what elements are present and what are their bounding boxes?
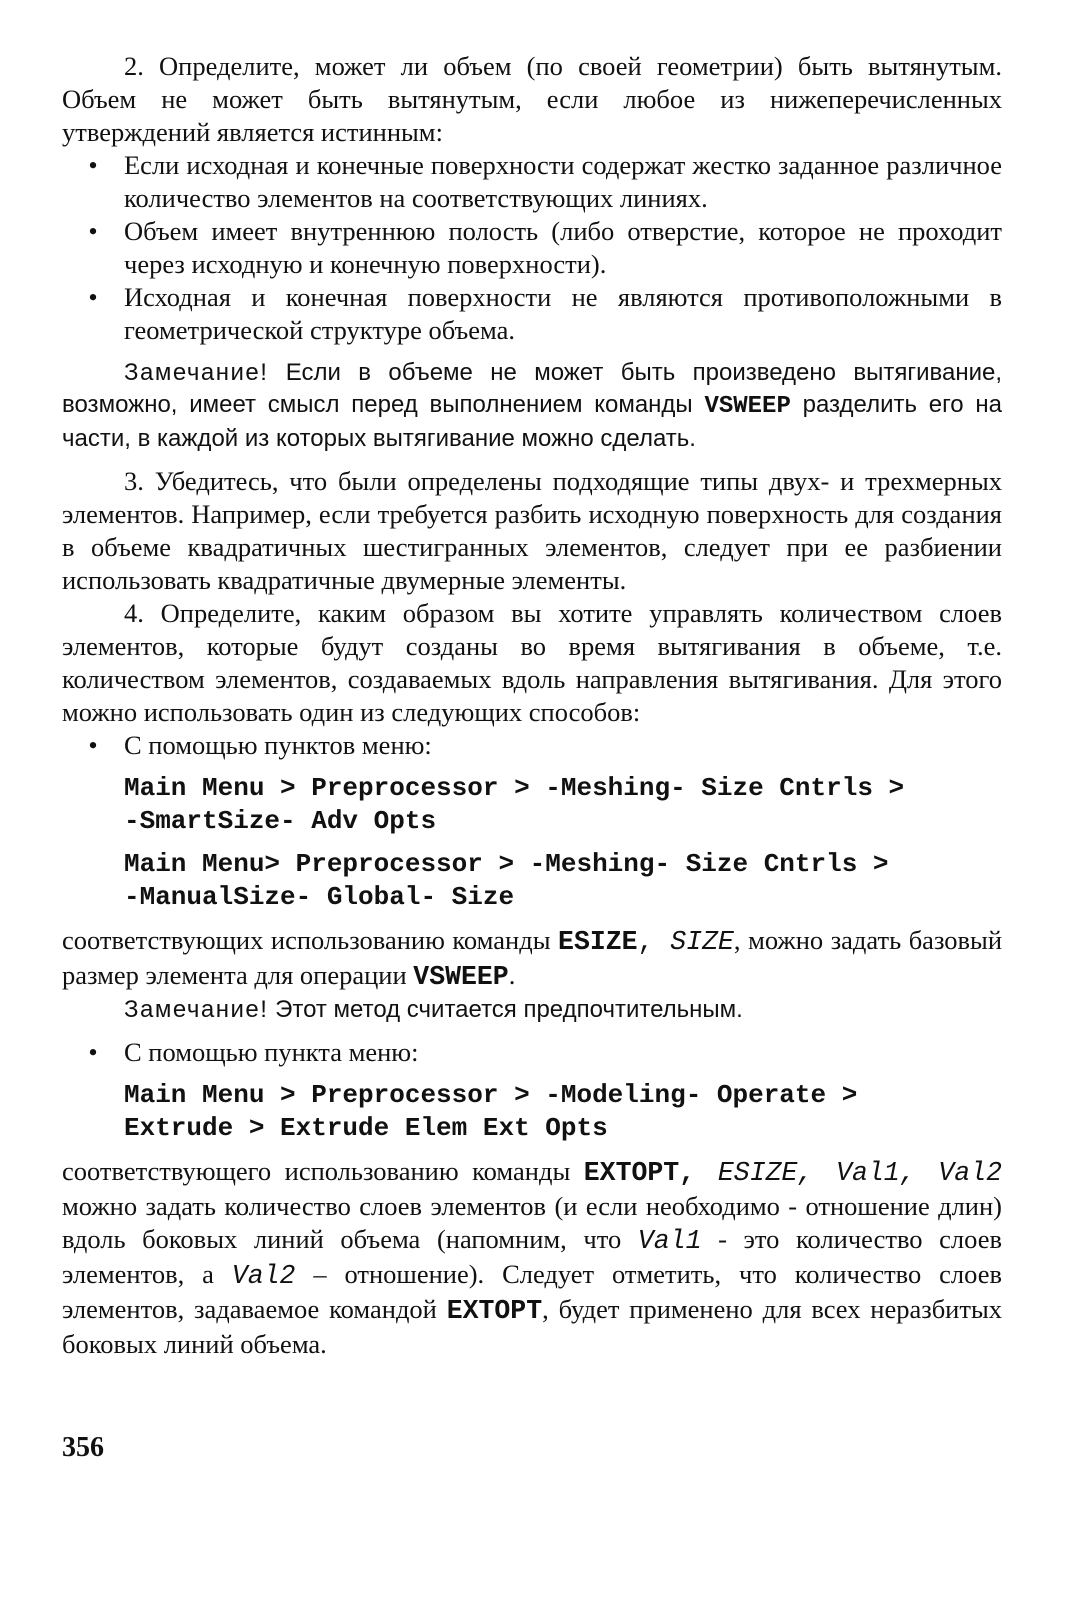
command-name: EXTOPT	[446, 1296, 543, 1326]
bullet-icon: •	[88, 216, 98, 246]
paragraph-extopt: соответствующего использованию команды EXTOPT, ESIZE, Val1, Val2 можно задать количество слоев элементов (и если необходимо - отношение длин) вдоль боковых линий объема (напомним, что Val1 - это количество слоев элементов, а Val2 – отношение). Следует отметить, что количество слоев элементов, задаваемое командой EXTOPT, будет применено для всех неразбитых боковых линий объема.	[62, 1156, 1003, 1359]
note-label: Замечание!	[124, 359, 269, 386]
bullet-icon: •	[88, 282, 98, 312]
paragraph-esize: соответствующих использованию команды ESIZE, SIZE, можно задать базовый размер элемента для операции VSWEEP.	[62, 925, 1003, 992]
list-item: • С помощью пунктов меню:	[62, 729, 1002, 762]
command-name: VSWEEP	[413, 962, 509, 992]
bullet-icon: •	[88, 1037, 98, 1067]
paragraph-4: 4. Определите, каким образом вы хотите управлять количеством слоев элементов, которые будут созданы во время вытягивания в объеме, т.е. количеством элементов, создаваемых вдоль направления вытягивания. Для этого можно использовать один из следующих способов:	[62, 598, 1002, 727]
note-remark-2: Замечание! Этот метод считается предпочтительным.	[124, 996, 743, 1023]
bullet-icon: •	[88, 730, 98, 760]
bullet-icon: •	[88, 150, 98, 180]
menu-path-3: Main Menu > Preprocessor > -Modeling- Operate > Extrude > Extrude Elem Ext Opts	[124, 1080, 858, 1143]
page-number: 356	[62, 1432, 104, 1463]
menu-path-1: Main Menu > Preprocessor > -Meshing- Size Cntrls > -SmartSize- Adv Opts	[124, 773, 905, 836]
note-label: Замечание!	[124, 996, 269, 1023]
note-remark-1: Замечание! Если в объеме не может быть произведено вытягивание, возможно, имеет смысл перед выполнением команды VSWEEP разделить его на части, в каждой из которых вытягивание можно сделать.	[62, 359, 1002, 452]
list-item: • С помощью пункта меню:	[62, 1036, 1002, 1069]
paragraph-2: 2. Определите, может ли объем (по своей геометрии) быть вытянутым. Объем не может быть вытянутым, если любое из нижеперечисленных утверждений является истинным:	[62, 51, 1002, 147]
menu-path-2: Main Menu> Preprocessor > -Meshing- Size Cntrls > -ManualSize- Global- Size	[124, 849, 889, 912]
page-body	[62, 50, 1002, 1361]
command-name: VSWEEP	[704, 393, 791, 420]
list-item: • Исходная и конечная поверхности не являются противоположными в геометрической структуре объема.	[62, 281, 1002, 347]
command-argument: Val2	[231, 1261, 296, 1291]
command-name: EXTOPT,	[583, 1158, 696, 1188]
list-item: • Если исходная и конечные поверхности содержат жестко заданное различное количество элементов на соответствующих линиях.	[62, 149, 1002, 215]
paragraph-3: 3. Убедитесь, что были определены подходящие типы двух- и трехмерных элементов. Например, если требуется разбить исходную поверхность для создания в объеме квадратичных шестигранных элементов, следует при ее разбиении использовать квадратичные двумерные элементы.	[62, 466, 1002, 595]
command-argument: ESIZE, Val1, Val2	[695, 1158, 1003, 1188]
command-name: ESIZE	[558, 927, 638, 957]
command-argument: Val1	[637, 1226, 702, 1256]
command-argument: SIZE	[653, 927, 734, 957]
list-item: • Объем имеет внутреннюю полость (либо отверстие, которое не проходит через исходную и конечную поверхности).	[62, 215, 1002, 281]
